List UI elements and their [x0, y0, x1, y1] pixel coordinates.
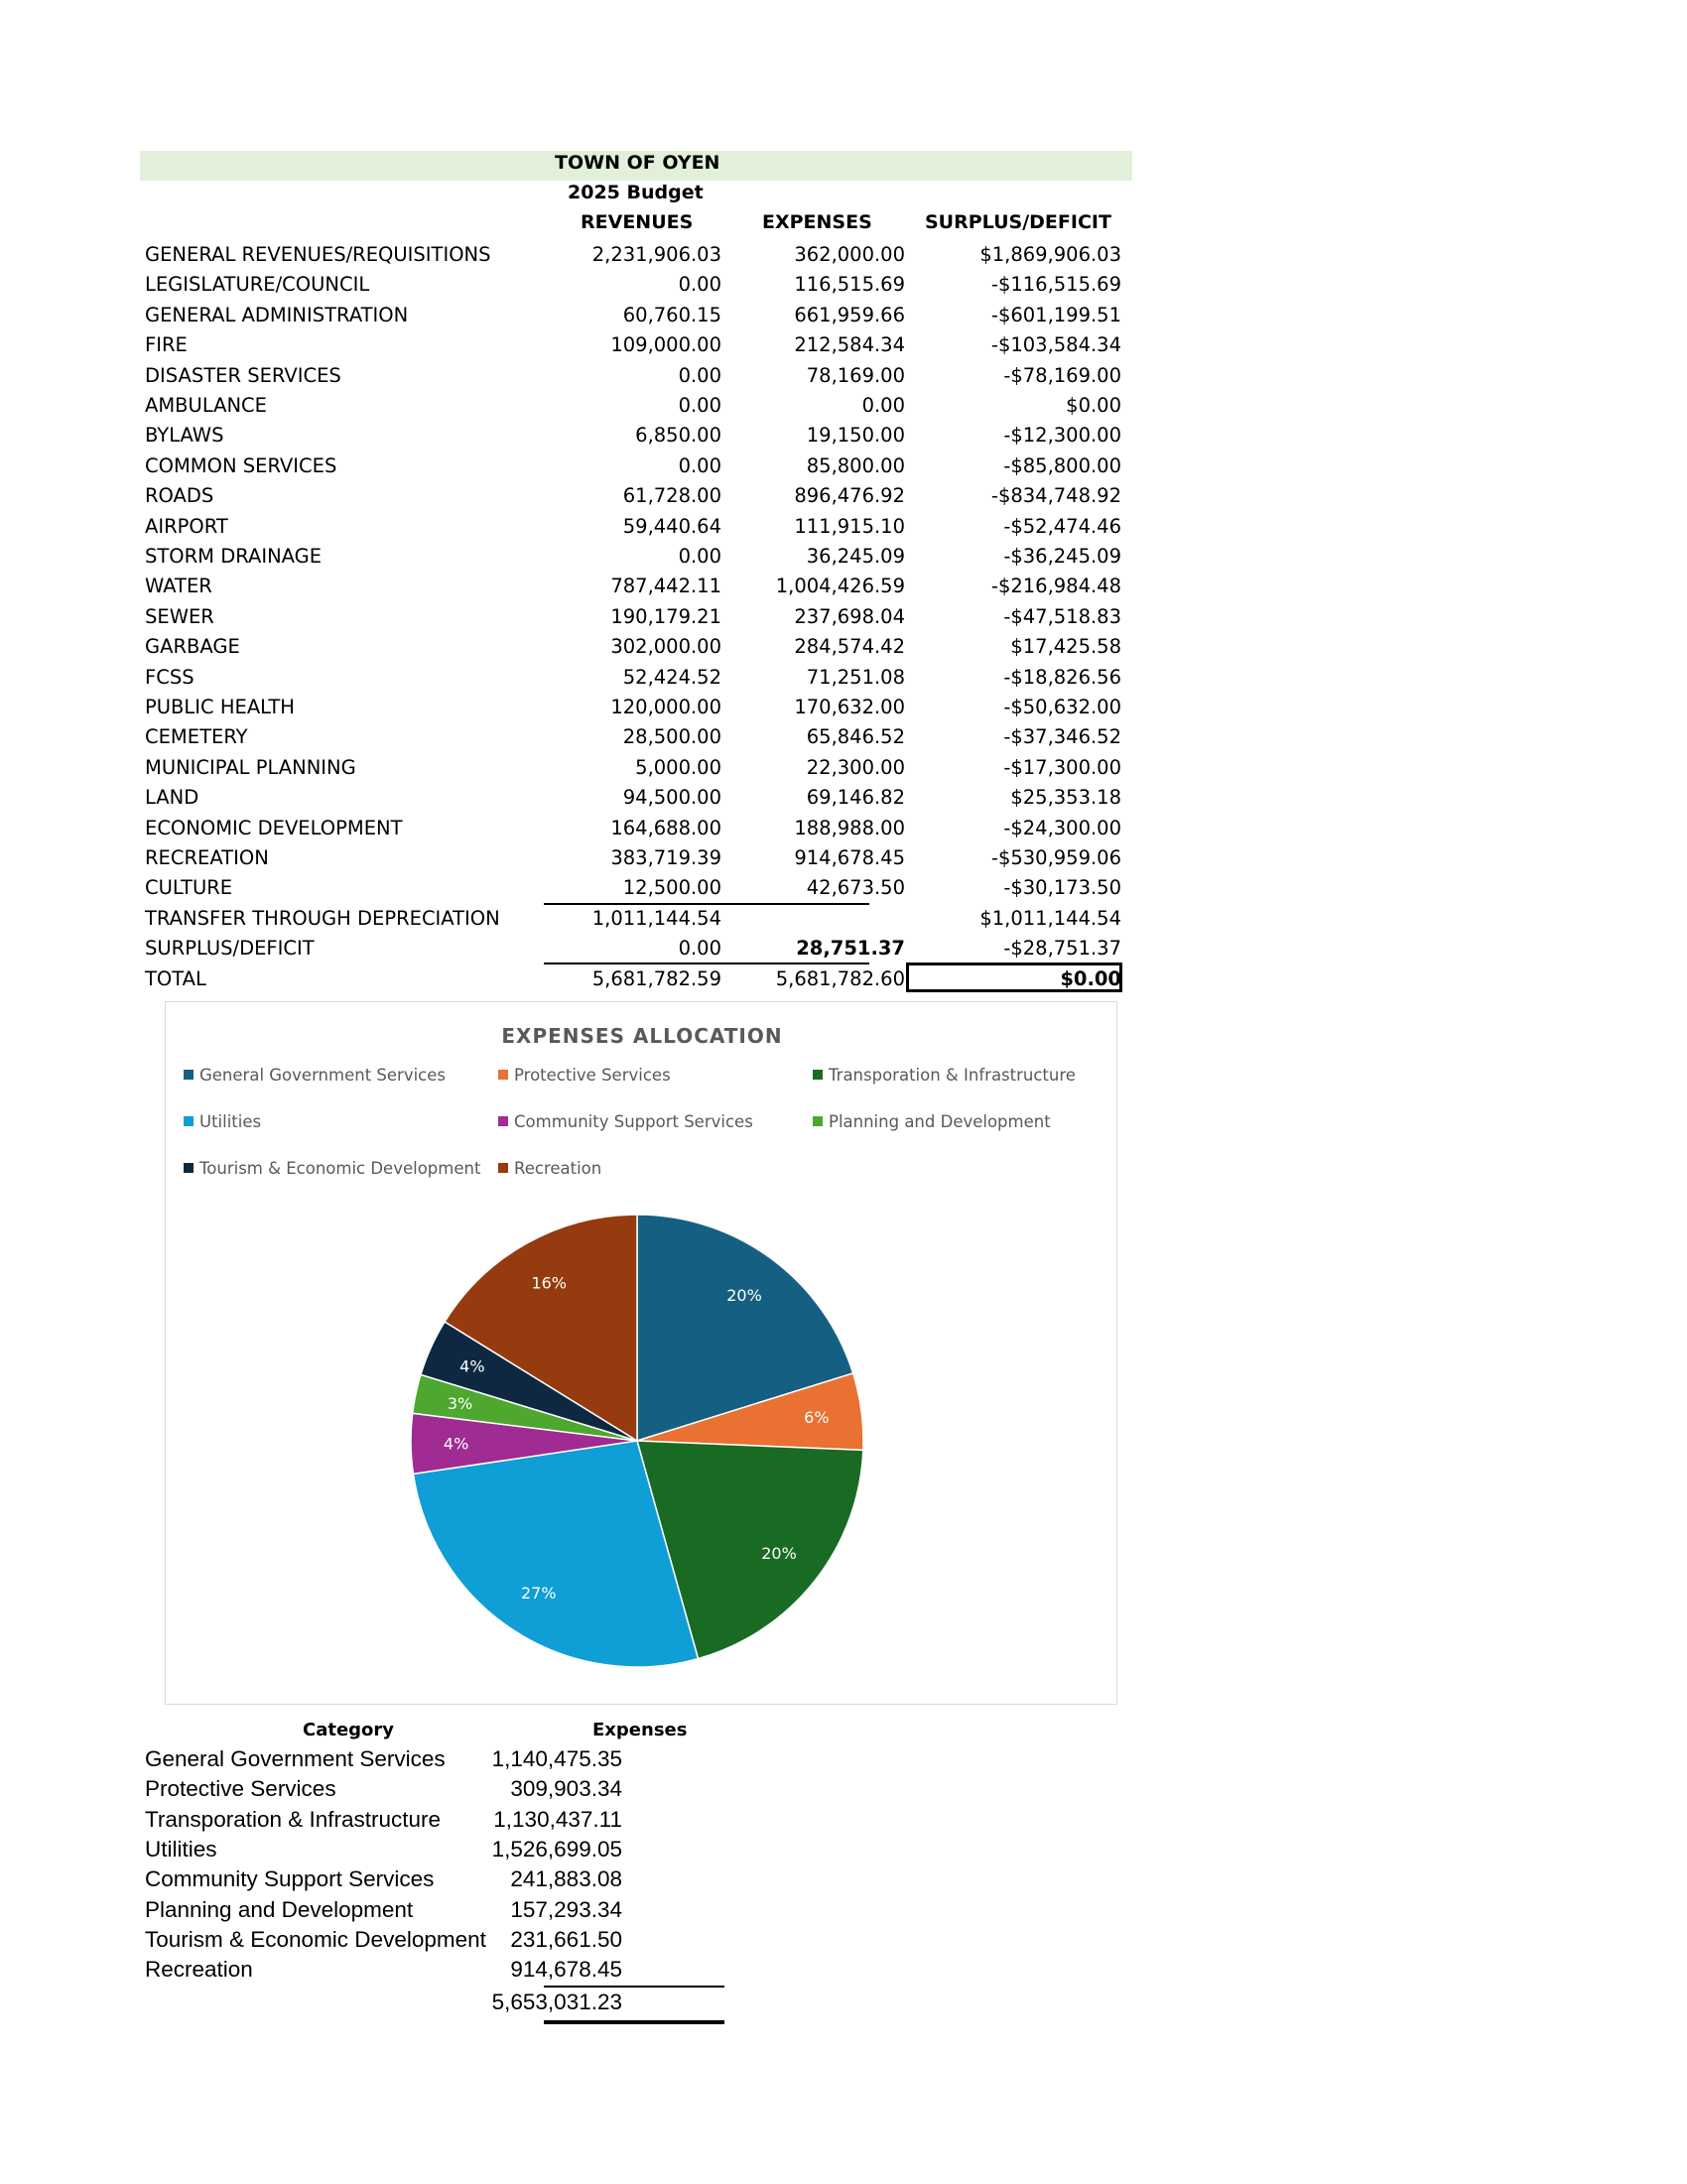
surplus-value: $0.00 [1060, 966, 1121, 990]
expense-value: 36,245.09 [806, 545, 905, 568]
summary-row [145, 1746, 740, 1777]
expense-value: 914,678.45 [794, 846, 905, 869]
summary-total-row [145, 1990, 740, 2020]
pie-data-label: 27% [520, 1584, 557, 1604]
revenue-value: 2,231,906.03 [591, 243, 721, 266]
summary-row [145, 1957, 740, 1988]
document-title: TOWN OF OYEN [555, 152, 720, 174]
budget-row [140, 543, 1132, 573]
summary-category: Tourism & Economic Development [145, 1926, 486, 1952]
expense-value: 71,251.08 [806, 665, 905, 689]
pie-chart [166, 1002, 1118, 1706]
expense-value: 170,632.00 [794, 696, 905, 718]
revenue-value: 28,500.00 [622, 725, 721, 749]
pie-data-label: 3% [447, 1394, 473, 1414]
summary-double-rule [544, 2020, 724, 2024]
surplus-value: -$36,245.09 [1003, 545, 1121, 568]
revenue-value: 0.00 [678, 363, 721, 387]
pie-data-label: 4% [443, 1434, 469, 1454]
summary-row [145, 1837, 740, 1867]
row-label: GARBAGE [145, 635, 240, 659]
legend-label: Community Support Services [514, 1112, 753, 1131]
surplus-value: -$85,800.00 [1003, 453, 1121, 477]
revenue-value: 0.00 [678, 453, 721, 477]
revenue-value: 1,011,144.54 [591, 906, 721, 930]
revenue-value: 59,440.64 [622, 514, 721, 538]
surplus-value: -$12,300.00 [1003, 424, 1121, 448]
revenue-value: 164,688.00 [610, 816, 721, 839]
budget-row [140, 271, 1132, 301]
summary-category: General Government Services [145, 1746, 446, 1771]
expense-value: 188,988.00 [794, 816, 905, 839]
budget-row [140, 905, 1132, 935]
row-label: FCSS [145, 665, 195, 689]
surplus-value: -$47,518.83 [1003, 604, 1121, 628]
expense-value: 28,751.37 [796, 937, 905, 961]
revenue-value: 0.00 [678, 937, 721, 961]
row-label: AMBULANCE [145, 394, 267, 417]
row-label: CULTURE [145, 876, 233, 900]
surplus-value: $1,011,144.54 [979, 906, 1121, 930]
budget-row [140, 754, 1132, 784]
budget-row [140, 573, 1132, 602]
revenue-value: 5,681,782.59 [591, 966, 721, 990]
expense-value: 237,698.04 [794, 604, 905, 628]
revenue-value: 120,000.00 [610, 696, 721, 718]
row-label: SEWER [145, 604, 214, 628]
surplus-value: -$17,300.00 [1003, 755, 1121, 779]
budget-row [140, 874, 1132, 904]
expense-value: 284,574.42 [794, 635, 905, 659]
budget-row [140, 302, 1132, 331]
surplus-value: -$52,474.46 [1003, 514, 1121, 538]
summary-expense: 157,293.34 [510, 1896, 622, 1922]
expense-value: 212,584.34 [794, 333, 905, 357]
culture-underline [544, 903, 869, 905]
surplus-value: -$601,199.51 [990, 303, 1121, 326]
summary-header-category: Category [303, 1720, 395, 1740]
expense-value: 116,515.69 [794, 273, 905, 297]
revenue-value: 109,000.00 [610, 333, 721, 357]
surplus-underline [544, 963, 869, 964]
row-label: GENERAL ADMINISTRATION [145, 303, 409, 326]
legend-label: Transporation & Infrastructure [829, 1066, 1076, 1085]
budget-row [140, 935, 1132, 964]
summary-expense: 914,678.45 [510, 1957, 622, 1983]
summary-row [145, 1807, 740, 1838]
budget-row [140, 723, 1132, 753]
budget-row [140, 482, 1132, 512]
row-label: TOTAL [145, 966, 206, 990]
pie-data-label: 6% [804, 1408, 830, 1428]
revenue-value: 5,000.00 [635, 755, 721, 779]
surplus-value: -$50,632.00 [1003, 696, 1121, 718]
surplus-value: -$24,300.00 [1003, 816, 1121, 839]
summary-row [145, 1927, 740, 1958]
summary-row [145, 1776, 740, 1807]
legend-label: Planning and Development [829, 1112, 1051, 1131]
row-label: DISASTER SERVICES [145, 363, 341, 387]
revenue-value: 0.00 [678, 273, 721, 297]
surplus-value: -$530,959.06 [990, 846, 1121, 869]
surplus-value: -$834,748.92 [990, 484, 1121, 508]
row-label: STORM DRAINAGE [145, 545, 323, 568]
row-label: LAND [145, 786, 199, 810]
row-label: RECREATION [145, 846, 269, 869]
summary-category: Recreation [145, 1957, 253, 1983]
revenue-value: 94,500.00 [622, 786, 721, 810]
row-label: ECONOMIC DEVELOPMENT [145, 816, 403, 839]
expenses-chart [165, 1001, 1117, 1705]
summary-category: Planning and Development [145, 1896, 414, 1922]
budget-row [140, 784, 1132, 814]
budget-row [140, 392, 1132, 422]
expense-value: 1,004,426.59 [775, 575, 905, 598]
budget-row [140, 633, 1132, 663]
row-label: PUBLIC HEALTH [145, 696, 295, 718]
legend-label: Protective Services [514, 1066, 671, 1085]
summary-row [145, 1866, 740, 1897]
revenue-value: 6,850.00 [635, 424, 721, 448]
row-label: ROADS [145, 484, 214, 508]
surplus-value: -$30,173.50 [1003, 876, 1121, 900]
surplus-value: -$18,826.56 [1003, 665, 1121, 689]
row-label: CEMETERY [145, 725, 248, 749]
budget-row [140, 603, 1132, 633]
expense-value: 69,146.82 [806, 786, 905, 810]
surplus-value: $25,353.18 [1010, 786, 1121, 810]
revenue-value: 190,179.21 [610, 604, 721, 628]
row-label: SURPLUS/DEFICIT [145, 937, 315, 961]
chart-title: EXPENSES ALLOCATION [501, 1024, 783, 1048]
legend-label: Utilities [199, 1112, 262, 1131]
surplus-value: -$78,169.00 [1003, 363, 1121, 387]
budget-row [140, 241, 1132, 271]
summary-category: Community Support Services [145, 1866, 435, 1892]
budget-row [140, 664, 1132, 694]
col-header-surplus: SURPLUS/DEFICIT [925, 211, 1111, 233]
summary-total: 5,653,031.23 [491, 1990, 622, 2014]
row-label: WATER [145, 575, 212, 598]
row-label: LEGISLATURE/COUNCIL [145, 273, 370, 297]
row-label: BYLAWS [145, 424, 224, 448]
expense-value: 0.00 [861, 394, 905, 417]
expense-value: 111,915.10 [794, 514, 905, 538]
col-header-expenses: EXPENSES [762, 211, 872, 233]
expense-value: 42,673.50 [806, 876, 905, 900]
budget-row [140, 331, 1132, 361]
revenue-value: 302,000.00 [610, 635, 721, 659]
summary-expense: 231,661.50 [510, 1926, 622, 1952]
summary-expense: 309,903.34 [510, 1776, 622, 1802]
pie-data-label: 20% [761, 1544, 797, 1564]
revenue-value: 52,424.52 [622, 665, 721, 689]
row-label: GENERAL REVENUES/REQUISITIONS [145, 243, 491, 266]
summary-top-rule [544, 1986, 724, 1988]
expense-value: 5,681,782.60 [775, 966, 905, 990]
expense-value: 19,150.00 [806, 424, 905, 448]
budget-row [140, 362, 1132, 392]
row-label: MUNICIPAL PLANNING [145, 755, 356, 779]
surplus-value: -$116,515.69 [990, 273, 1121, 297]
revenue-value: 787,442.11 [610, 575, 721, 598]
pie-data-label: 4% [459, 1356, 485, 1376]
total-surplus-box [906, 963, 1122, 992]
legend-label: Recreation [514, 1159, 602, 1178]
expense-value: 22,300.00 [806, 755, 905, 779]
budget-year: 2025 Budget [568, 182, 704, 203]
revenue-value: 60,760.15 [622, 303, 721, 326]
pie-data-label: 16% [531, 1273, 568, 1293]
row-label: AIRPORT [145, 514, 228, 538]
col-header-revenues: REVENUES [581, 211, 694, 233]
surplus-value: -$216,984.48 [990, 575, 1121, 598]
expense-value: 65,846.52 [806, 725, 905, 749]
expense-value: 362,000.00 [794, 243, 905, 266]
summary-header-expenses: Expenses [592, 1720, 688, 1740]
summary-category: Transporation & Infrastructure [145, 1806, 442, 1832]
revenue-value: 61,728.00 [622, 484, 721, 508]
budget-row [140, 815, 1132, 844]
revenue-value: 12,500.00 [622, 876, 721, 900]
summary-expense: 1,140,475.35 [491, 1746, 622, 1771]
surplus-value: $0.00 [1066, 394, 1121, 417]
row-label: COMMON SERVICES [145, 453, 337, 477]
surplus-value: $17,425.58 [1010, 635, 1121, 659]
budget-row [140, 452, 1132, 482]
pie-data-label: 20% [726, 1286, 762, 1306]
budget-row [140, 694, 1132, 723]
summary-row [145, 1897, 740, 1928]
summary-expense: 1,130,437.11 [493, 1806, 622, 1832]
summary-expense: 1,526,699.05 [491, 1836, 622, 1862]
revenue-value: 383,719.39 [610, 846, 721, 869]
revenue-value: 0.00 [678, 545, 721, 568]
budget-row [140, 513, 1132, 543]
expense-value: 78,169.00 [806, 363, 905, 387]
legend-label: General Government Services [199, 1066, 446, 1085]
surplus-value: -$37,346.52 [1003, 725, 1121, 749]
budget-row [140, 844, 1132, 874]
row-label: TRANSFER THROUGH DEPRECIATION [145, 906, 500, 930]
expense-value: 85,800.00 [806, 453, 905, 477]
budget-row [140, 422, 1132, 451]
row-label: FIRE [145, 333, 188, 357]
summary-category: Protective Services [145, 1776, 336, 1802]
legend-label: Tourism & Economic Development [199, 1159, 481, 1178]
surplus-value: $1,869,906.03 [979, 243, 1121, 266]
expense-value: 896,476.92 [794, 484, 905, 508]
summary-expense: 241,883.08 [510, 1866, 622, 1892]
surplus-value: -$28,751.37 [1003, 937, 1121, 961]
surplus-value: -$103,584.34 [990, 333, 1121, 357]
summary-category: Utilities [145, 1836, 217, 1862]
revenue-value: 0.00 [678, 394, 721, 417]
expense-value: 661,959.66 [794, 303, 905, 326]
